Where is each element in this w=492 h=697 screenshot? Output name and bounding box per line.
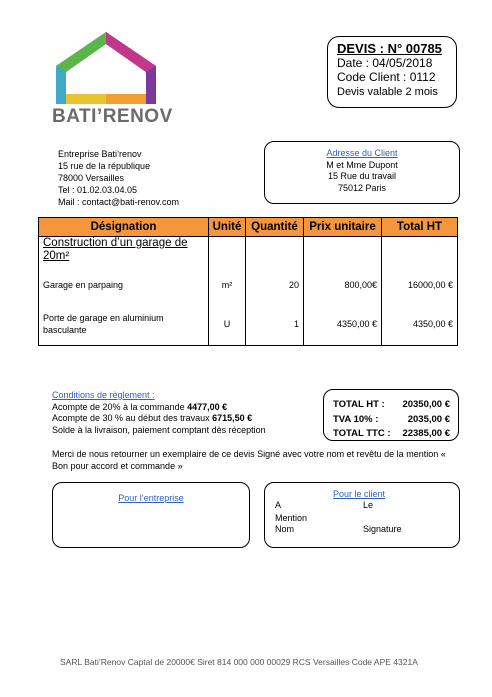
- signature-notice: Merci de nous retourner un exemplaire de ce devis Signé avec votre nom et revêtu de la mention « Bon pour accord et commande »: [52, 449, 446, 471]
- sig-field-mention: Mention: [275, 513, 308, 523]
- client-code: Code Client : 0112: [337, 70, 436, 84]
- company-logo: [52, 32, 160, 106]
- empty-cell: [382, 237, 458, 268]
- cell-quantity: 1: [246, 303, 304, 345]
- client-line: 75012 Paris: [337, 182, 387, 193]
- table-section-row: [39, 237, 458, 268]
- items-table: [38, 217, 458, 346]
- cell-unit: m²: [209, 267, 246, 303]
- legal-footer: SARL Bati’Renov Captal de 20000€ Siret 814 000 000 00029 RCS Versailles Code APE 4321A: [60, 657, 418, 667]
- cell-total: 16000,00 €: [382, 267, 458, 303]
- brand-name: BATI’RENOV: [52, 106, 173, 127]
- payment-conditions: [52, 390, 266, 436]
- total-ht-label: TOTAL HT :: [333, 399, 385, 410]
- total-ttc-label: TOTAL TTC :: [333, 428, 391, 439]
- company-line: Mail : contact@bati-renov.com: [58, 197, 180, 207]
- cell-total: 4350,00 €: [382, 303, 458, 345]
- company-line: Tel : 01.02.03.04.05: [58, 185, 138, 195]
- tva-value: 2035,00 €: [407, 413, 450, 425]
- client-signature-box: [264, 482, 460, 548]
- tva-label: TVA 10% :: [333, 413, 379, 425]
- company-signature-title: Pour l’entreprise: [118, 493, 184, 503]
- empty-cell: [304, 237, 382, 268]
- total-ttc-row: [333, 427, 450, 442]
- header-designation: Désignation: [39, 218, 209, 237]
- table-header-row: [39, 218, 458, 237]
- sig-field-le: Le: [363, 500, 374, 510]
- deposit-line-1: [52, 402, 266, 414]
- deposit-1-label: Acompte de 20% à la commande: [52, 401, 188, 412]
- header-quantity: Quantité: [246, 218, 304, 237]
- cell-designation: Porte de garage en aluminium basculante: [39, 303, 209, 345]
- quote-info-box: [327, 36, 457, 108]
- company-line: Entreprise Bati’renov: [58, 149, 142, 159]
- cell-quantity: 20: [246, 267, 304, 303]
- quote-validity: Devis valable 2 mois: [337, 86, 438, 98]
- cell-unit-price: 800,00€: [304, 267, 382, 303]
- deposit-line-2: [52, 413, 266, 425]
- client-line: 15 Rue du travail: [327, 171, 397, 181]
- header-unit: Unité: [209, 218, 246, 237]
- tva-row: [333, 413, 450, 428]
- client-line: M et Mme Dupont: [326, 159, 398, 170]
- cell-unit-price: 4350,00 €: [304, 303, 382, 345]
- deposit-2-label: Acompte de 30 % au début des travaux: [52, 413, 213, 423]
- client-address-title: Adresse du Client: [326, 148, 398, 158]
- company-signature-box: [52, 482, 250, 548]
- section-label: Construction d’un garage de 20m²: [39, 237, 209, 268]
- empty-cell: [246, 237, 304, 268]
- company-line: 78000 Versailles: [58, 173, 125, 183]
- total-ht-value: 20350,00 €: [402, 399, 450, 410]
- total-ttc-value: 22385,00 €: [402, 428, 450, 439]
- totals-box: [323, 389, 459, 441]
- client-address-box: [264, 141, 460, 204]
- company-address: [58, 148, 179, 208]
- header-unit-price: Prix unitaire: [304, 218, 382, 237]
- cell-unit: U: [209, 303, 246, 345]
- sig-field-signature: Signature: [363, 524, 402, 534]
- total-ht-row: [333, 398, 450, 413]
- sig-field-nom: Nom: [275, 524, 295, 534]
- empty-cell: [209, 237, 246, 268]
- table-row: [39, 267, 458, 303]
- table-row: [39, 303, 458, 345]
- company-line: 15 rue de la république: [58, 161, 151, 171]
- deposit-2-amount: 6715,50 €: [212, 413, 253, 423]
- client-signature-title: Pour le client: [333, 489, 386, 499]
- header-total: Total HT: [382, 218, 458, 237]
- quote-date: Date : 04/05/2018: [337, 56, 433, 70]
- sig-field-a: A: [275, 500, 282, 510]
- quote-number: DEVIS : N° 00785: [337, 41, 442, 56]
- cell-designation: Garage en parpaing: [39, 267, 209, 303]
- balance-line: Solde à la livraison, paiement comptant dès réception: [52, 424, 266, 435]
- deposit-1-amount: 4477,00 €: [187, 401, 228, 412]
- payment-conditions-title: Conditions de règlement :: [52, 390, 155, 400]
